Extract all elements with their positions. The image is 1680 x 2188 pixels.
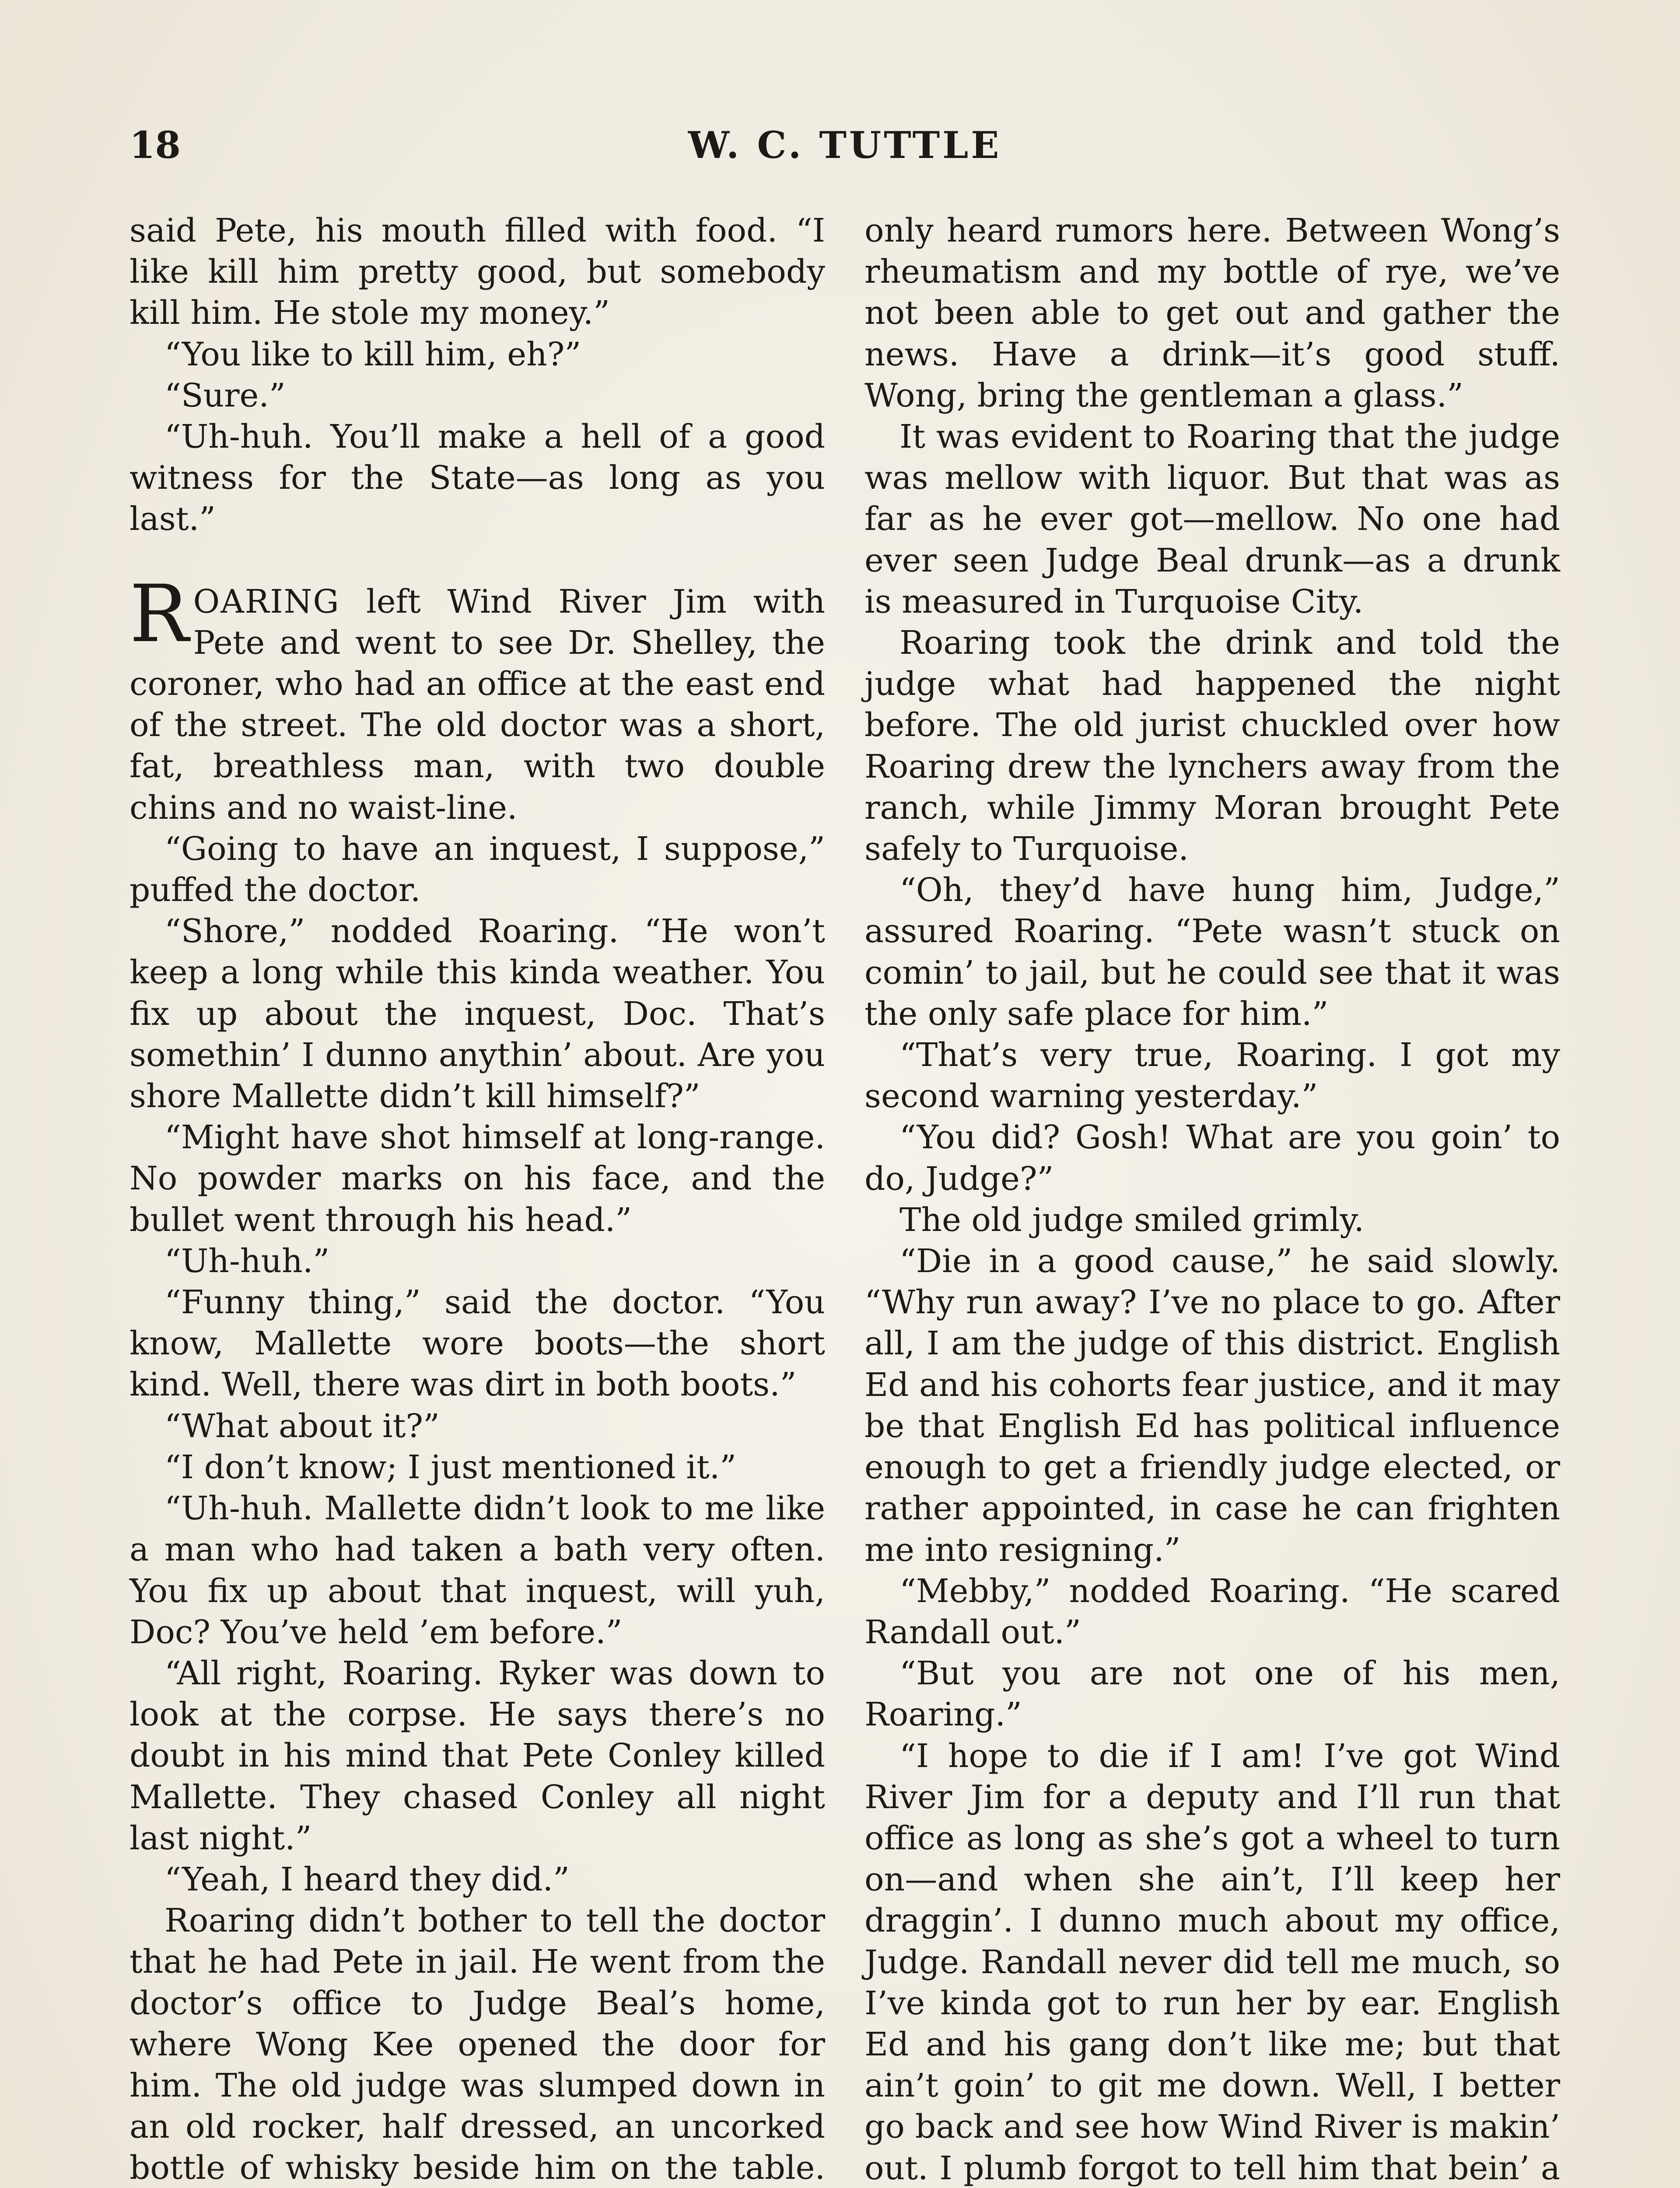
running-head: W. C. TUTTLE (688, 123, 1002, 167)
paragraph: “Uh-huh. Mallette didn’t look to me like a man who had taken a bath very often. You fix up about that inquest, will yuh, Doc? You’ve held ’em before.” (130, 1490, 825, 1651)
page-header (130, 115, 1560, 180)
paragraph: said Pete, his mouth filled with food. “I like kill him pretty good, but somebody kill him. He stole my money.” (130, 212, 825, 332)
right-column (864, 210, 1560, 2188)
paragraph: only heard rumors here. Between Wong’s rheumatism and my bottle of rye, we’ve not been able to get out and gather the news. Have a drink—it’s good stuff. Wong, bring the gentleman a glass.” (864, 212, 1560, 414)
paragraph: “Shore,” nodded Roaring. “He won’t keep a long while this kinda weather. You fix up about the inquest, Doc. That’s somethin’ I dunno anythin’ about. Are you shore Mallette didn’t kill himself?” (130, 912, 825, 1115)
paragraph: “Uh-huh. You’ll make a hell of a good witness for the State—as long as you last.” (130, 418, 825, 538)
paragraph: “I hope to die if I am! I’ve got Wind River Jim for a deputy and I’ll run that office as long as she’s got a wheel to turn on—and when she ain’t, I’ll keep her draggin’. I dunno much about my office, Judge. Randall never did tell me much, so I’ve kinda got to run her by ear. English Ed and his gang don’t like me; but that ain’t goin’ to git me down. Well, I better go back and see how Wind River is makin’ out. I plumb forgot to tell him that bein’ a (864, 1737, 1560, 2187)
paragraph: “Funny thing,” said the doctor. “You know, Mallette wore boots—the short kind. Well, there was dirt in both boots.” (130, 1283, 825, 1404)
paragraph: “All right, Roaring. Ryker was down to look at the corpse. He says there’s no doubt in his mind that Pete Conley killed Mallette. They chased Conley all night last night.” (130, 1654, 825, 1857)
paragraph: “Uh-huh.” (164, 1242, 330, 1280)
page-number: 18 (130, 123, 181, 167)
paragraph: Roaring didn’t bother to tell the doctor that he had Pete in jail. He went from the doctor’s office to Judge Beal’s home, where Wong Kee opened the door for him. The old judge was slumped down in an old rocker, half dressed, an uncorked bottle of whisky beside him on the table. (130, 1902, 825, 2187)
paragraph: “That’s very true, Roaring. I got my second warning yesterday.” (864, 1036, 1560, 1115)
small-caps-lead: OARING (193, 582, 340, 621)
paragraph: “Oh, they’d have hung him, Judge,” assured Roaring. “Pete wasn’t stuck on comin’ to jail, but he could see that it was the only safe place for him.” (864, 871, 1560, 1033)
paragraph: “But you are not one of his men, Roaring.” (864, 1655, 1560, 1734)
paragraph: “You like to kill him, eh?” (164, 335, 581, 373)
paragraph: The old judge smiled grimly. (900, 1201, 1365, 1239)
paragraph: “What about it?” (164, 1407, 440, 1445)
paragraph: “You did? Gosh! What are you goin’ to do, Judge?” (864, 1119, 1560, 1198)
paragraph: “Die in a good cause,” he said slowly. “Why run away? I’ve no place to go. After all, I am the judge of this district. English Ed and his cohorts fear justice, and it may be that English Ed has political influence enough to get a friendly judge elected, or rather appointed, in case he can frighten me into resigning.” (864, 1242, 1560, 1569)
paragraph: “Might have shot himself at long-range. No powder marks on his face, and the bullet went through his head.” (130, 1119, 825, 1239)
section-opening-paragraph (130, 568, 825, 828)
paragraph: Roaring took the drink and told the judge what had happened the night before. The old jurist chuckled over how Roaring drew the lynchers away from the ranch, while Jimmy Moran brought Pete safely to Turquoise. (864, 624, 1560, 868)
paragraph: “Sure.” (164, 376, 286, 414)
paragraph: “Going to have an inquest, I suppose,” puffed the doctor. (130, 830, 825, 909)
paragraph: It was evident to Roaring that the judge was mellow with liquor. But that was as far as he ever got—mellow. No one had ever seen Judge Beal drunk—as a drunk is measured in Turquoise City. (864, 418, 1560, 621)
paragraph-text: left Wind River Jim with Pete and went to see Dr. Shelley, the coroner, who had an office at the east end of the street. The old doctor was a short, fat, breathless man, with two double chins and no waist-line. (130, 582, 825, 827)
paragraph: “I don’t know; I just mentioned it.” (164, 1448, 737, 1486)
paragraph: “Yeah, I heard they did.” (164, 1860, 570, 1898)
paragraph: “Mebby,” nodded Roaring. “He scared Randall out.” (864, 1572, 1560, 1651)
drop-cap: R (130, 568, 189, 660)
left-column (130, 210, 825, 2188)
